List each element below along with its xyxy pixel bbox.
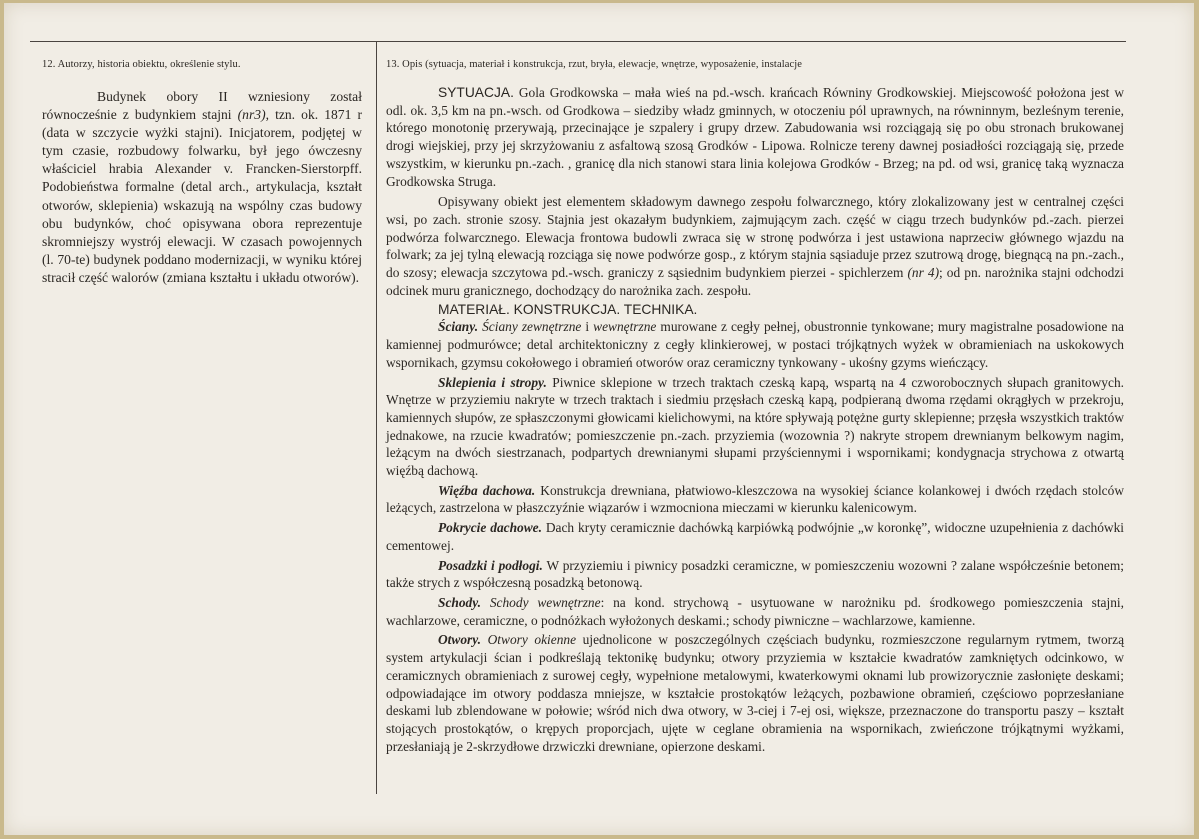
sciany-text: murowane z cegły pełnej, obustronnie tynkowane; mury magistralne posadowione na kamiennej podmurówce; detal architektoniczny z cegły klinkierowej, w postaci trójkątnych wyżek w obramieniach na uskokowych wspornikach, gzymsu cokołowego i obramień otworów oraz ceramiczny tynkowany - ukośny gzyms wieńczący. bbox=[386, 319, 1124, 370]
top-rule bbox=[30, 41, 1126, 42]
column-divider bbox=[376, 42, 377, 794]
document-sheet bbox=[4, 3, 1194, 835]
history-paragraph bbox=[42, 88, 362, 287]
schody-text: : na kond. strychową - usytuowane w narożniku pd. środkowego pomieszczenia stajni, wachlarzowe, ceramiczne, o podnóżkach wyłożonych deskami.; schody piwniczne – wachlarzowe, kamienne. bbox=[386, 594, 1124, 628]
history-text-b: , tzn. ok. 1871 r (data w szczycie wyżki stajni). Inicjatorem, podjętej w tym czasie, rozbudowy folwarku, był jego ówczesny właściciel hrabia Alexander v. Francken-Sierstorpff. Podobieństwa formalne (detal arch., artykulacja, kształt otworów, sklepienia) wskazują na wspólny czas budowy obu budynków, choć opisywana obora reprezentuje skromniejszy wystrój elewacji. W czasach powojennych (l. 70-te) budynek poddano modernizacji, w wyniku której stracił część walorów (zmiana kształtu i układu otworów). bbox=[42, 107, 362, 285]
schody-paragraph bbox=[386, 594, 1124, 629]
left-column-header: 12. Autorzy, historia obiektu, określenie stylu. bbox=[42, 59, 241, 70]
right-column-header: 13. Opis (sytuacja, materiał i konstrukcja, rzut, bryła, elewacje, wnętrze, wyposażenie, instalacje bbox=[386, 59, 803, 70]
left-column bbox=[42, 59, 362, 287]
opis-text-a: Opisywany obiekt jest elementem składowym dawnego zespołu folwarcznego, który zlokalizowany jest w centralnej części wsi, po zach. stronie szosy. Stajnia jest okazałym budynkiem, zajmującym zach. część w ciągu trzech budynków pd.-zach. pierzei podwórza folwarcznego. Elewacja frontowa budowli zwraca się w stronę podwórza i jest ustawiona naprzeciw głównego wjazdu na folwark; za jej tylną elewacją rozciąga się nowe podwórze gosp., z którym stajnia sąsiaduje przez szutrową drogę, biegnącą na pn.-zach., do szosy; elewacja szczytowa pd.-wsch. graniczy z sąsiednim budynkiem pierzei - spichlerzem bbox=[386, 194, 1124, 281]
schody-italic: Schody wewnętrzne bbox=[489, 594, 601, 610]
wiezba-paragraph bbox=[386, 482, 1124, 517]
opis-ref: (nr 4) bbox=[907, 265, 940, 281]
otwory-label: Otwory. bbox=[438, 632, 482, 648]
material-heading: MATERIAŁ. KONSTRUKCJA. TECHNIKA. bbox=[438, 302, 698, 318]
otwory-paragraph bbox=[386, 631, 1124, 755]
sciany-paragraph bbox=[386, 318, 1124, 371]
sytuacja-text: Gola Grodkowska – mała wieś na pd.-wsch. krańcach Równiny Grodkowskiej. Miejscowość położona jest w odl. ok. 3,5 km na pn.-wsch. od Grodkowa – siedziby władz gminnych, w otoczeniu pól uprawnych, na równinnym, bezleśnym terenie, którego monotonię przerywają, przecinające je szpalery i grupy drzew. Zabudowania wsi rozciągają się po obu stronach brukowanej drogi wiejskiej, przy jej skrzyżowaniu z asfaltową szosą Grodków - Lipowa. Rolnicze tereny dawnej posiadłości rozciągają się, przede wszystkim, w kierunku pn.-zach. , granicę dla nich stanowi stara linia kolejowa Grodków - Brzeg; na pd. od wsi, granicę taką wyznacza Grodkowska Struga. bbox=[386, 85, 1124, 189]
otwory-italic: Otwory okienne bbox=[487, 632, 577, 648]
wiezba-label: Więźba dachowa. bbox=[438, 482, 536, 498]
pokrycie-label: Pokrycie dachowe. bbox=[438, 520, 542, 536]
history-text-a: Budynek obory II wzniesiony został równocześnie z budynkiem stajni bbox=[42, 89, 362, 123]
otwory-text: ujednolicone w poszczególnych częściach budynku, rozmieszczone regularnym rytmem, tworzą system artykulacji ścian i podkreślają tektonikę budynku; otwory przyziemia w kształcie kwadratów zamkniętych odcinkowo, w ceramicznych obramieniach z surowej cegły, wypełnione metalowymi, kwaterkowymi oknami lub prowizorycznie zasłonięte deskami; odpowiadające im otwory poddasza mniejsze, w kształcie prostokątów leżących, pozbawione obramień, częściowo poprzesłaniane deskami lub zblendowane w połowie; wśród nich dwa otwory, w 3-ciej i 7-ej osi, większe, przeznaczone do transportu paszy – kształt stojących prostokątów, o krępych proporcjach, ujęte w ceglane obramienia na wspornikach, zwieńczone trójkątnymi wyżkami, przesłaniają je 2-skrzydłowe drzwiczki drewniane, opierzone deskami. bbox=[386, 632, 1125, 754]
posadzki-label: Posadzki i podłogi. bbox=[438, 557, 543, 573]
pokrycie-text: Dach kryty ceramicznie dachówką karpiówką podwójnie „w koronkę”, widoczne uzupełnienia z dachówki cementowej. bbox=[386, 520, 1124, 553]
sytuacja-title: SYTUACJA. bbox=[438, 85, 514, 100]
sklepienia-paragraph bbox=[386, 374, 1124, 480]
sciany-label: Ściany. bbox=[438, 319, 479, 335]
right-column bbox=[386, 59, 1124, 757]
posadzki-paragraph bbox=[386, 557, 1124, 592]
wiezba-text: Konstrukcja drewniana, płatwiowo-kleszczowa na wysokiej ściance kolankowej i dwóch rzędach stolców leżących, zastrzelona w płaszczyźnie wiązarów i wzmocniona mieczami w kierunku kalenicowym. bbox=[386, 482, 1124, 516]
schody-label: Schody. bbox=[438, 594, 482, 610]
opis-text-b: ; od pn. narożnika stajni odchodzi odcinek muru granicznego, dochodzący do narożnika zach. zespołu. bbox=[386, 265, 1124, 298]
sciany-italic: Ściany zewnętrzne bbox=[482, 319, 582, 335]
posadzki-text: W przyziemiu i piwnicy posadzki ceramiczne, w pomieszczeniu wozowni ? zalane współcześnie betonem; także strych z współczesną posadzką betonową. bbox=[386, 557, 1124, 591]
sytuacja-paragraph bbox=[386, 84, 1124, 190]
sciany-and: i bbox=[581, 319, 594, 335]
opis-paragraph bbox=[386, 193, 1124, 299]
sklepienia-text: Piwnice sklepione w trzech traktach czeską kapą, wspartą na 4 czworobocznych słupach granitowych. Wnętrze w przyziemiu nakryte w trzech traktach i siedmiu przęsłach czeską kapą, podpieraną dwoma rzędami okrągłych w przekroju, kamiennych słupów, ze spłaszczonymi głowicami kielichowymi, na które spływają potężne gurty sklepienne; przęsła wszystkich traktów jednakowe, na rzucie kwadratów; pomieszczenie pn.-zach. przyziemia (wozownia ?) nakryte stropem drewnianym belkowym nagim, leżącym na dwóch siestrzanach, podpartych drewnianymi słupami przyściennymi i wspornikami; kondygnacja strychowa z otwartą więźbą dachową. bbox=[386, 374, 1124, 479]
sciany-italic2: wewnętrzne bbox=[593, 319, 657, 335]
history-ref: (nr3) bbox=[237, 107, 266, 123]
pokrycie-paragraph bbox=[386, 519, 1124, 554]
sklepienia-label: Sklepienia i stropy. bbox=[438, 374, 547, 390]
